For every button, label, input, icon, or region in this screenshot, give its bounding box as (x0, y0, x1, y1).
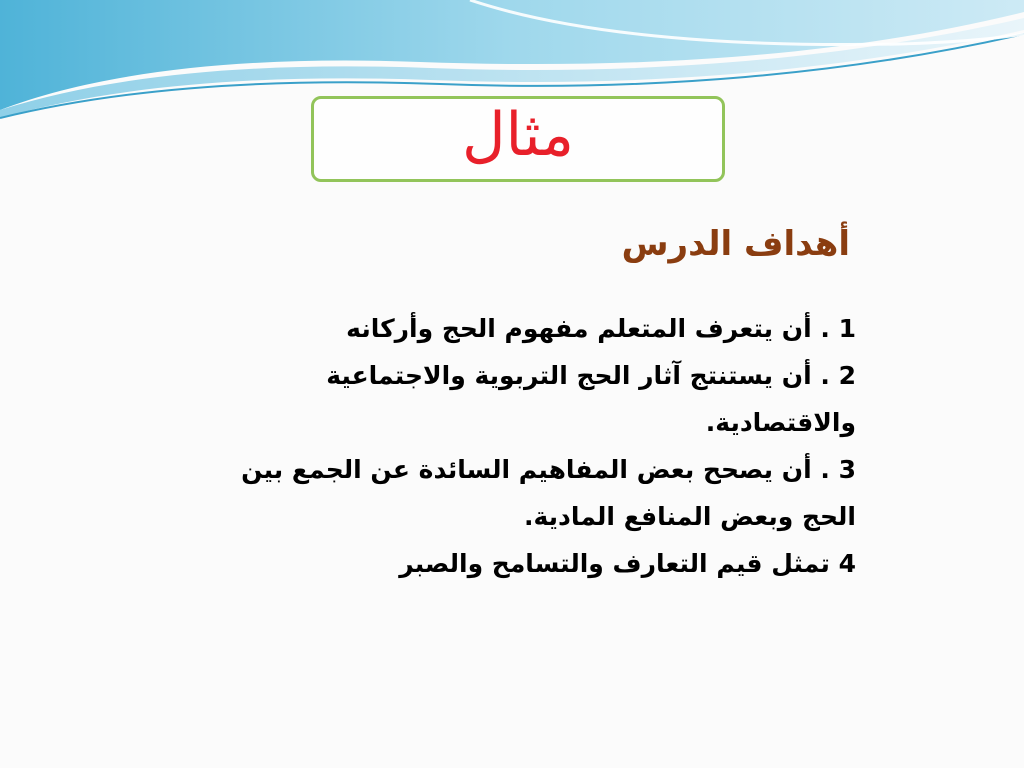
objective-item-3: 3 . أن يصحح بعض المفاهيم السائدة عن الجمع بين الحج وبعض المنافع المادية. (241, 455, 856, 531)
objective-item-2: 2 . أن يستنتج آثار الحج التربوية والاجتماعية والاقتصادية. (326, 361, 856, 437)
objectives-list (180, 305, 856, 587)
objective-item-1: 1 . أن يتعرف المتعلم مفهوم الحج وأركانه (346, 314, 856, 343)
title-box (311, 96, 725, 182)
section-heading: أهداف الدرس (621, 224, 850, 264)
slide-title: مثال (461, 100, 575, 170)
objective-item-4: 4 تمثل قيم التعارف والتسامح والصبر (399, 549, 856, 578)
